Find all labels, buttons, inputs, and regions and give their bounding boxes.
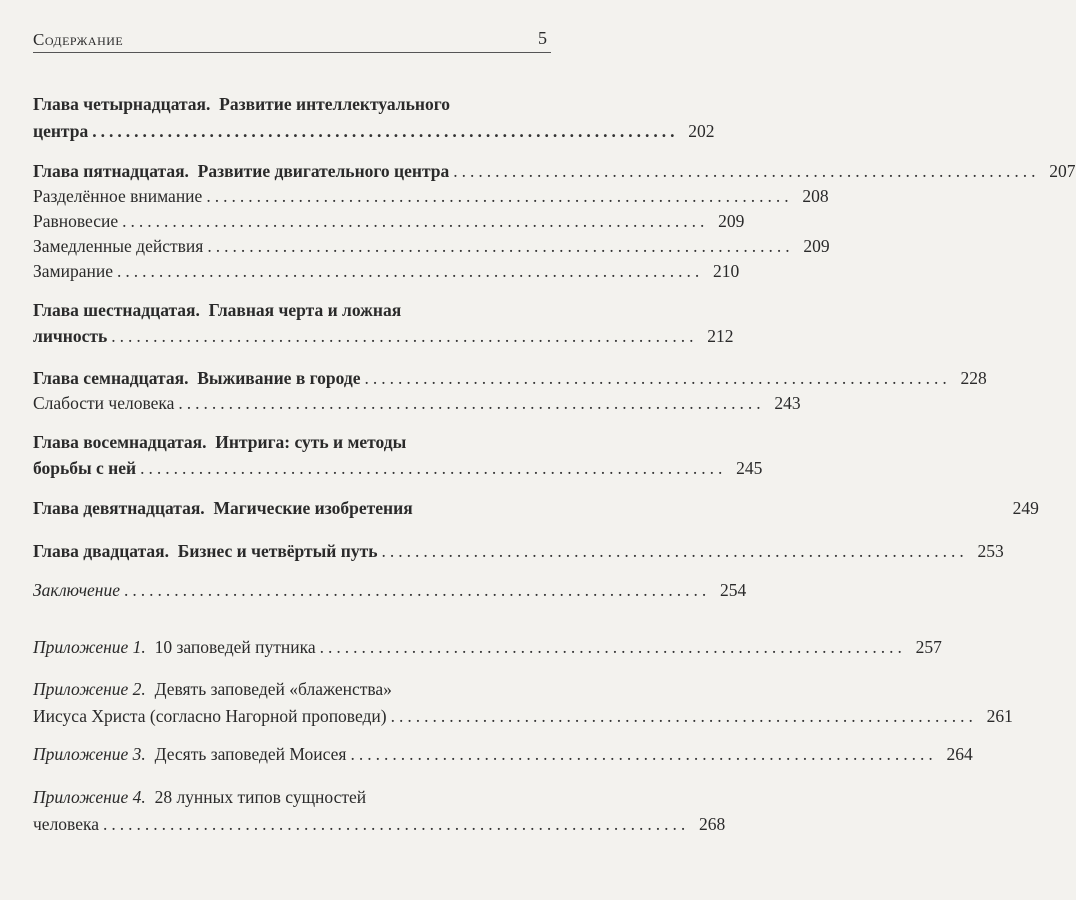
toc-page-number: 243 xyxy=(774,393,801,413)
toc-page-number: 249 xyxy=(1012,498,1039,518)
toc-entry[interactable]: Замирание ...................................................................... 210 xyxy=(33,257,543,285)
leader-dots: ...................................................................... xyxy=(453,161,1040,181)
toc-entry[interactable]: центра ...................................................................... 202 xyxy=(33,117,543,145)
leader-dots: ...................................................................... xyxy=(364,368,951,388)
toc-entry[interactable]: Иисуса Христа (согласно Нагорной проповеди) ...................................................................... 261 xyxy=(33,702,543,730)
leader-dots: ...................................................................... xyxy=(111,326,698,346)
toc-page-number: 261 xyxy=(986,706,1013,726)
leader-dots: ...................................................................... xyxy=(206,186,793,206)
toc-page-number: 254 xyxy=(720,580,747,600)
toc-entry[interactable]: Приложение 3. Десять заповедей Моисея ...................................................................... 264 xyxy=(33,740,543,768)
toc-entry[interactable]: Глава пятнадцатая. Развитие двигательного центра ...................................................................... 207 xyxy=(33,157,543,185)
leader-dots: ...................................................................... xyxy=(319,637,906,657)
toc-entry[interactable]: Глава девятнадцатая. Магические изобретения 249 xyxy=(33,494,543,522)
toc-entry[interactable]: личность ...................................................................... 212 xyxy=(33,322,543,350)
leader-dots: ...................................................................... xyxy=(102,814,690,834)
leader-dots: ...................................................................... xyxy=(350,744,937,764)
toc-entry[interactable]: Разделённое внимание ...................................................................... 208 xyxy=(33,182,543,210)
leader-dots: ...................................................................... xyxy=(117,261,704,281)
toc-page-number: 209 xyxy=(803,236,830,256)
toc-entry-title-line1: Глава четырнадцатая. Развитие интеллектуального xyxy=(33,94,450,114)
toc-page-number: 212 xyxy=(707,326,734,346)
leader-dots: ...................................................................... xyxy=(178,393,765,413)
toc-page-number: 210 xyxy=(713,261,740,281)
running-header xyxy=(33,28,551,53)
toc-entry[interactable]: борьбы с ней ...................................................................... 245 xyxy=(33,454,543,482)
leader-dots: ...................................................................... xyxy=(92,121,679,141)
leader-dots: ...................................................................... xyxy=(207,236,794,256)
toc-page-number: 268 xyxy=(698,814,726,834)
toc-entry[interactable]: Замедленные действия ...................................................................... 209 xyxy=(33,232,543,260)
toc-entry[interactable]: Глава двадцатая. Бизнес и четвёртый путь ...................................................................... 253 xyxy=(33,537,543,565)
toc-page-number: 207 xyxy=(1049,161,1076,181)
header-title: Содержание xyxy=(33,30,124,49)
header-page-number: 5 xyxy=(538,28,547,48)
leader-dots: ...................................................................... xyxy=(124,580,711,600)
toc-page-number: 202 xyxy=(688,121,715,141)
toc-entry[interactable]: человека ...................................................................... 268 xyxy=(33,810,543,838)
toc-entry-title-line1: Приложение 2. Девять заповедей «блаженства» xyxy=(33,679,392,699)
leader-dots: ...................................................................... xyxy=(381,541,968,561)
toc-page-number: 245 xyxy=(736,458,763,478)
toc-entry-title-line1: Глава шестнадцатая. Главная черта и ложная xyxy=(33,300,402,320)
toc-entry-title-line1: Приложение 4. 28 лунных типов сущностей xyxy=(33,787,367,807)
leader-dots: ...................................................................... xyxy=(122,211,709,231)
toc-page-number: 253 xyxy=(977,541,1004,561)
toc-entry[interactable]: Равновесие ...................................................................... 209 xyxy=(33,207,543,235)
toc-entry[interactable]: Глава семнадцатая. Выживание в городе ...................................................................... 228 xyxy=(33,364,543,392)
leader-dots: ...................................................................... xyxy=(140,458,727,478)
toc-page-number: 208 xyxy=(802,186,829,206)
toc-entry[interactable]: Приложение 1. 10 заповедей путника ...................................................................... 257 xyxy=(33,633,543,661)
toc-entry[interactable]: Слабости человека ...................................................................... 243 xyxy=(33,389,543,417)
toc-page-number: 264 xyxy=(946,744,973,764)
toc-page-number: 257 xyxy=(915,637,942,657)
toc-page-number: 209 xyxy=(718,211,745,231)
leader-dots: ...................................................................... xyxy=(390,706,977,726)
toc-page-number: 228 xyxy=(960,368,987,388)
toc-entry[interactable]: Заключение ...................................................................... 254 xyxy=(33,576,543,604)
toc-entry-title-line1: Глава восемнадцатая. Интрига: суть и методы xyxy=(33,432,407,452)
